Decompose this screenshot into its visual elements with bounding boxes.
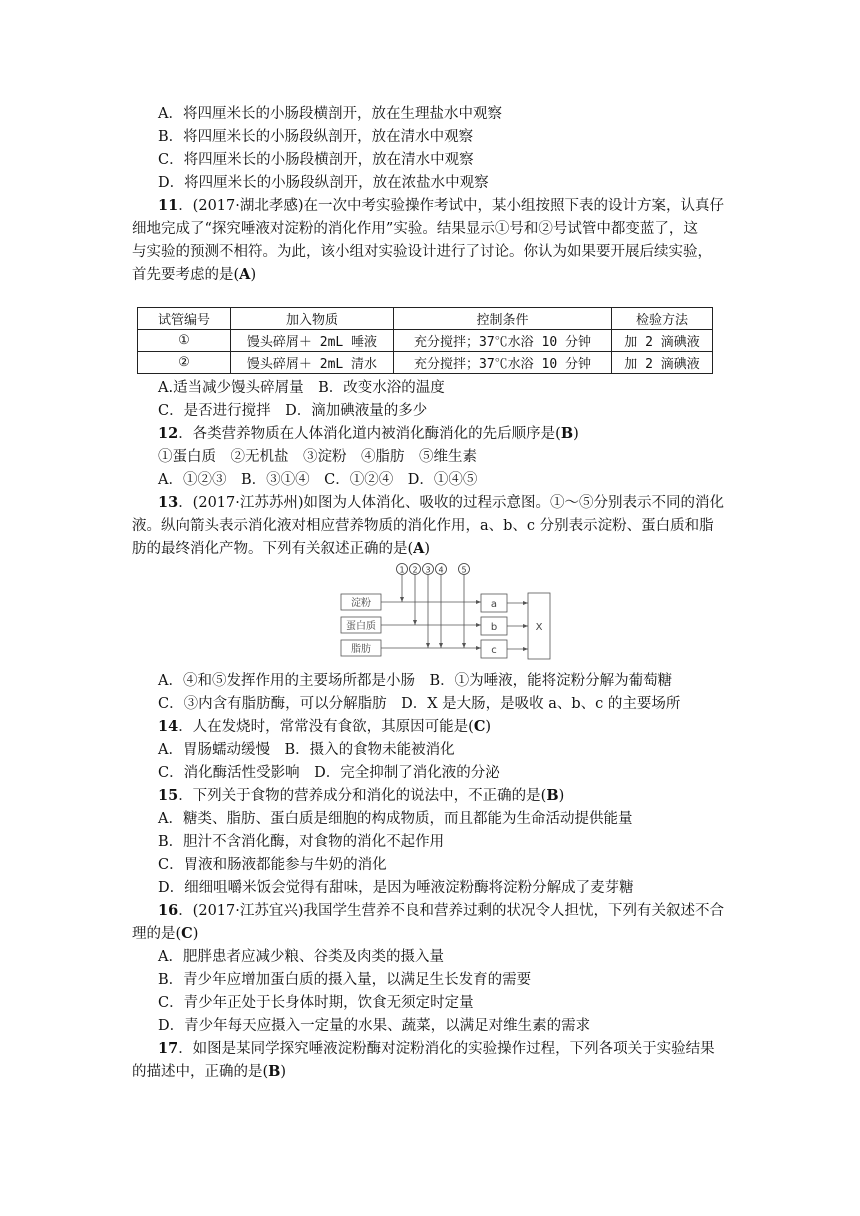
q16-stem-end: 理的是( xyxy=(132,926,182,942)
table-cell: 加 2 滴碘液 xyxy=(612,352,713,374)
q15-text: ．下列关于食物的营养成分和消化的说法中，不正确的是( xyxy=(178,788,547,804)
q13-number: 13 xyxy=(158,494,179,511)
q13-options-ab: A．④和⑤发挥作用的主要场所都是小肠 B．①为唾液，能将淀粉分解为葡萄糖 xyxy=(158,673,673,689)
q11-options-ab: A.适当减少馒头碎屑量 B．改变水浴的温度 xyxy=(158,380,445,396)
q14-options-ab: A．胃肠蠕动缓慢 B．摄入的食物未能被消化 xyxy=(158,742,455,758)
q17-answer: B xyxy=(268,1063,281,1080)
q12-text: ．各类营养物质在人体消化道内被消化酶消化的先后顺序是( xyxy=(178,426,561,442)
q16-text: ．(2017·江苏宜兴)我国学生营养不良和营养过剩的状况令人担忧，下列有关叙述不合 xyxy=(178,903,725,919)
juice-5: 5 xyxy=(461,565,467,575)
q17-number: 17 xyxy=(158,1040,179,1057)
table-cell: 馒头碎屑＋ 2mL 唾液 xyxy=(231,330,394,352)
q17-stem-line2 xyxy=(132,1061,286,1083)
q12-close: ) xyxy=(573,426,579,442)
table-header: 试管编号 xyxy=(138,308,231,330)
q13-stem-end: 肪的最终消化产物。下列有关叙述正确的是( xyxy=(132,541,414,557)
q16-stem-line1 xyxy=(158,900,724,922)
q14-stem xyxy=(158,716,491,738)
juice-2: 2 xyxy=(412,565,418,575)
q15-stem xyxy=(158,785,564,807)
table-header: 控制条件 xyxy=(394,308,612,330)
q16-option-d: D．青少年每天应摄入一定量的水果、蔬菜，以满足对维生素的需求 xyxy=(158,1018,591,1034)
q17-stem-line1 xyxy=(158,1038,715,1060)
q16-number: 16 xyxy=(158,902,179,919)
table-row xyxy=(138,352,713,374)
q13-stem-line3 xyxy=(132,538,430,560)
nutrient-fat: 脂肪 xyxy=(351,644,371,655)
table-cell: ② xyxy=(138,352,231,374)
table-cell: 馒头碎屑＋ 2mL 清水 xyxy=(231,352,394,374)
table-cell: 充分搅拌；37℃水浴 10 分钟 xyxy=(394,352,612,374)
q12-options: A．①②③ B．③①④ C．①②④ D．①④⑤ xyxy=(158,472,478,488)
q12-number: 12 xyxy=(158,425,179,442)
table-cell: ① xyxy=(138,330,231,352)
q15-option-d: D．细细咀嚼米饭会觉得有甜味，是因为唾液淀粉酶将淀粉分解成了麦芽糖 xyxy=(158,880,634,896)
q17-stem-end: 的描述中，正确的是( xyxy=(132,1064,269,1080)
q11-answer: A xyxy=(239,266,251,283)
product-b: b xyxy=(490,622,498,633)
digestive-juice-labels xyxy=(397,564,470,575)
table-header: 检验方法 xyxy=(612,308,713,330)
nutrient-protein: 蛋白质 xyxy=(346,621,376,632)
q11-stem-line2: 细地完成了“探究唾液对淀粉的消化作用”实验。结果显示①号和②号试管中都变蓝了，这 xyxy=(132,221,698,237)
q11-stem-line1 xyxy=(158,195,724,217)
juice-3: 3 xyxy=(425,565,431,575)
q11-stem-line3: 与实验的预测不相符。为此，该小组对实验设计进行了讨论。你认为如果要开展后续实验， xyxy=(132,244,712,260)
q17-text: ．如图是某同学探究唾液淀粉酶对淀粉消化的实验操作过程，下列各项关于实验结果 xyxy=(178,1041,715,1057)
q11-options-cd: C．是否进行搅拌 D．滴加碘液量的多少 xyxy=(158,403,428,419)
table-header: 加入物质 xyxy=(231,308,394,330)
q14-options-cd: C．消化酶活性受影响 D．完全抑制了消化液的分泌 xyxy=(158,765,500,781)
organ-x: X xyxy=(535,622,543,633)
q15-number: 15 xyxy=(158,787,179,804)
juice-1: 1 xyxy=(399,565,405,575)
q11-text: ．(2017·湖北孝感)在一次中考实验操作考试中，某小组按照下表的设计方案，认真仔 xyxy=(178,198,725,214)
q15-close: ) xyxy=(558,788,565,804)
q12-items: ①蛋白质 ②无机盐 ③淀粉 ④脂肪 ⑤维生素 xyxy=(158,449,477,465)
table-header-row xyxy=(138,308,713,330)
q10-option-c: C．将四厘米长的小肠段横剖开，放在清水中观察 xyxy=(158,152,474,168)
q13-stem-line2: 液。纵向箭头表示消化液对相应营养物质的消化作用，a、b、c 分别表示淀粉、蛋白质和脂 xyxy=(132,518,714,534)
q15-option-b: B．胆汁不含消化酶，对食物的消化不起作用 xyxy=(158,834,445,850)
product-c: c xyxy=(491,645,497,656)
q10-option-b: B．将四厘米长的小肠段纵剖开，放在清水中观察 xyxy=(158,129,474,145)
q15-answer: B xyxy=(546,787,559,804)
q14-number: 14 xyxy=(158,718,179,735)
q11-number: 11 xyxy=(158,197,179,214)
q15-option-c: C．胃液和肠液都能参与牛奶的消化 xyxy=(158,857,387,873)
nutrient-starch: 淀粉 xyxy=(351,598,371,609)
q11-stem-end: 首先要考虑的是( xyxy=(132,267,240,283)
q16-close: ) xyxy=(192,926,199,942)
q13-text: ．(2017·江苏苏州)如图为人体消化、吸收的过程示意图。①～⑤分别表示不同的消化 xyxy=(178,495,725,511)
q10-option-d: D．将四厘米长的小肠段纵剖开，放在浓盐水中观察 xyxy=(158,175,489,191)
juice-4: 4 xyxy=(438,565,444,575)
q11-stem-line4 xyxy=(132,264,256,286)
q14-answer: C xyxy=(473,718,486,735)
q16-stem-line2 xyxy=(132,923,198,945)
q16-answer: C xyxy=(181,925,193,942)
table-row xyxy=(138,330,713,352)
digestion-diagram xyxy=(338,560,554,666)
q16-option-a: A．肥胖患者应减少粮、谷类及肉类的摄入量 xyxy=(158,949,444,965)
q13-stem-line1 xyxy=(158,492,724,514)
q16-option-c: C．青少年正处于长身体时期，饮食无须定时定量 xyxy=(158,995,474,1011)
q10-option-a: A．将四厘米长的小肠段横剖开，放在生理盐水中观察 xyxy=(158,106,502,122)
q11-close: ) xyxy=(250,267,257,283)
table-cell: 加 2 滴碘液 xyxy=(612,330,713,352)
q16-option-b: B．青少年应增加蛋白质的摄入量，以满足生长发育的需要 xyxy=(158,972,532,988)
q14-close: ) xyxy=(485,719,492,735)
q13-options-cd: C．③内含有脂肪酶，可以分解脂肪 D．X 是大肠，是吸收 a、b、c 的主要场所 xyxy=(158,696,681,712)
q17-close: ) xyxy=(280,1064,287,1080)
experiment-table xyxy=(137,307,713,374)
table-cell: 充分搅拌；37℃水浴 10 分钟 xyxy=(394,330,612,352)
q13-answer: A xyxy=(413,540,425,557)
q12-answer: B xyxy=(560,425,574,442)
q12-stem xyxy=(158,423,579,445)
product-a: a xyxy=(490,599,498,610)
q15-option-a: A．糖类、脂肪、蛋白质是细胞的构成物质，而且都能为生命活动提供能量 xyxy=(158,811,633,827)
q14-text: ．人在发烧时，常常没有食欲，其原因可能是( xyxy=(178,719,474,735)
q13-close: ) xyxy=(424,541,431,557)
